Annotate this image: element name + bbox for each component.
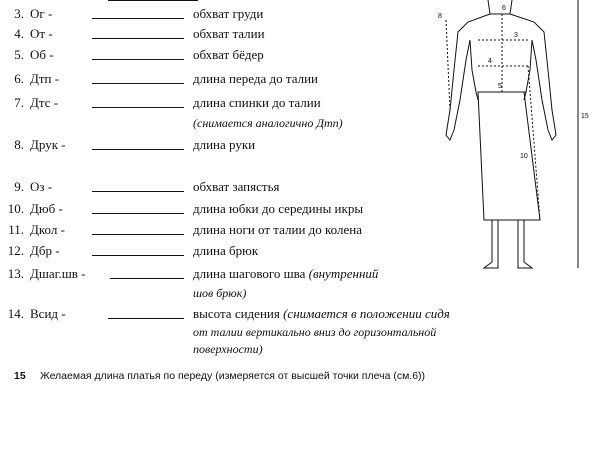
row-code: Дшаг.шв -	[30, 266, 86, 281]
top-blank-line	[108, 0, 198, 1]
row-description: длина спинки до талии	[193, 95, 321, 110]
left-torso-outline	[470, 40, 478, 100]
row-code: Дюб -	[30, 201, 63, 216]
answer-blank[interactable]	[92, 107, 184, 108]
row-note-continued: поверхности)	[193, 342, 263, 356]
row-number: 11.	[8, 222, 24, 237]
row-description-main: высота сидения	[193, 306, 280, 321]
row-number: 12.	[7, 243, 24, 258]
row-code: Дкол -	[30, 222, 65, 237]
row-number: 5.	[14, 47, 24, 62]
row-code: Дтс -	[30, 95, 59, 110]
figure-label-10: 10	[520, 153, 528, 160]
figure-label-6: 6	[502, 5, 506, 12]
arm-length-line	[446, 20, 450, 110]
row-number: 6.	[14, 71, 24, 86]
figure-label-3: 3	[514, 32, 518, 39]
answer-blank[interactable]	[108, 318, 184, 319]
row-code: От -	[30, 26, 53, 41]
row-description: обхват груди	[193, 6, 264, 21]
row-number: 8.	[14, 137, 24, 152]
row-code: Ог -	[30, 6, 53, 21]
answer-blank[interactable]	[92, 38, 184, 39]
answer-blank[interactable]	[92, 59, 184, 60]
row-number: 14.	[7, 306, 24, 321]
row-number: 4.	[14, 26, 24, 41]
row-description-italic: (снимается в положении сидя	[283, 306, 450, 321]
row-number: 7.	[14, 95, 24, 110]
body-measurement-figure	[428, 0, 600, 300]
row-description	[193, 264, 378, 284]
row-description-italic: (внутренний	[308, 266, 379, 281]
row-note: (снимается аналогично Дтп)	[193, 116, 343, 130]
left-leg-outline	[484, 220, 498, 268]
row-description	[193, 304, 450, 324]
row-code: Друк -	[30, 137, 66, 152]
row-note: от талии вертикально вниз до горизонтальной	[193, 325, 437, 339]
answer-blank[interactable]	[92, 191, 184, 192]
row-description: длина брюк	[193, 243, 259, 258]
row-description-main: длина шагового шва	[193, 266, 306, 281]
right-torso-outline	[524, 40, 532, 100]
figure-label-15: 15	[581, 113, 589, 120]
answer-blank[interactable]	[92, 255, 184, 256]
row-code: Об -	[30, 47, 54, 62]
row-description: обхват талии	[193, 26, 265, 41]
row-description: длина ноги от талии до колена	[193, 222, 362, 237]
row-code: Дбр -	[30, 243, 60, 258]
row-number: 10.	[7, 201, 24, 216]
row-description: длина руки	[193, 137, 256, 152]
figure-label-5: 5	[498, 83, 502, 90]
footnote-number: 15	[14, 370, 26, 382]
row-description: обхват запястья	[193, 179, 280, 194]
row-number: 9.	[14, 179, 24, 194]
answer-blank[interactable]	[92, 234, 184, 235]
row-note: шов брюк)	[193, 286, 247, 300]
row-code: Всид -	[30, 306, 66, 321]
figure-label-4: 4	[488, 58, 492, 65]
row-description: обхват бёдер	[193, 47, 264, 62]
left-arm-outline	[446, 14, 490, 140]
answer-blank[interactable]	[92, 18, 184, 19]
right-leg-outline	[518, 220, 532, 268]
footnote-text: Желаемая длина платья по переду (измеряется от высшей точки плеча (см.6))	[40, 370, 426, 382]
answer-blank[interactable]	[110, 278, 184, 279]
figure-label-8: 8	[438, 13, 442, 20]
row-description: длина переда до талии	[193, 71, 318, 86]
answer-blank[interactable]	[92, 213, 184, 214]
neck-outline	[488, 0, 512, 14]
row-number: 13.	[7, 266, 24, 281]
row-number: 3.	[14, 6, 24, 21]
row-description: длина юбки до середины икры	[193, 201, 364, 216]
row-code: Оз -	[30, 179, 53, 194]
answer-blank[interactable]	[92, 149, 184, 150]
skirt-outline	[478, 92, 540, 220]
footnote	[14, 369, 426, 383]
row-code: Дтп -	[30, 71, 60, 86]
answer-blank[interactable]	[92, 83, 184, 84]
skirt-length-line	[528, 66, 540, 220]
figure-drawing	[428, 0, 600, 300]
